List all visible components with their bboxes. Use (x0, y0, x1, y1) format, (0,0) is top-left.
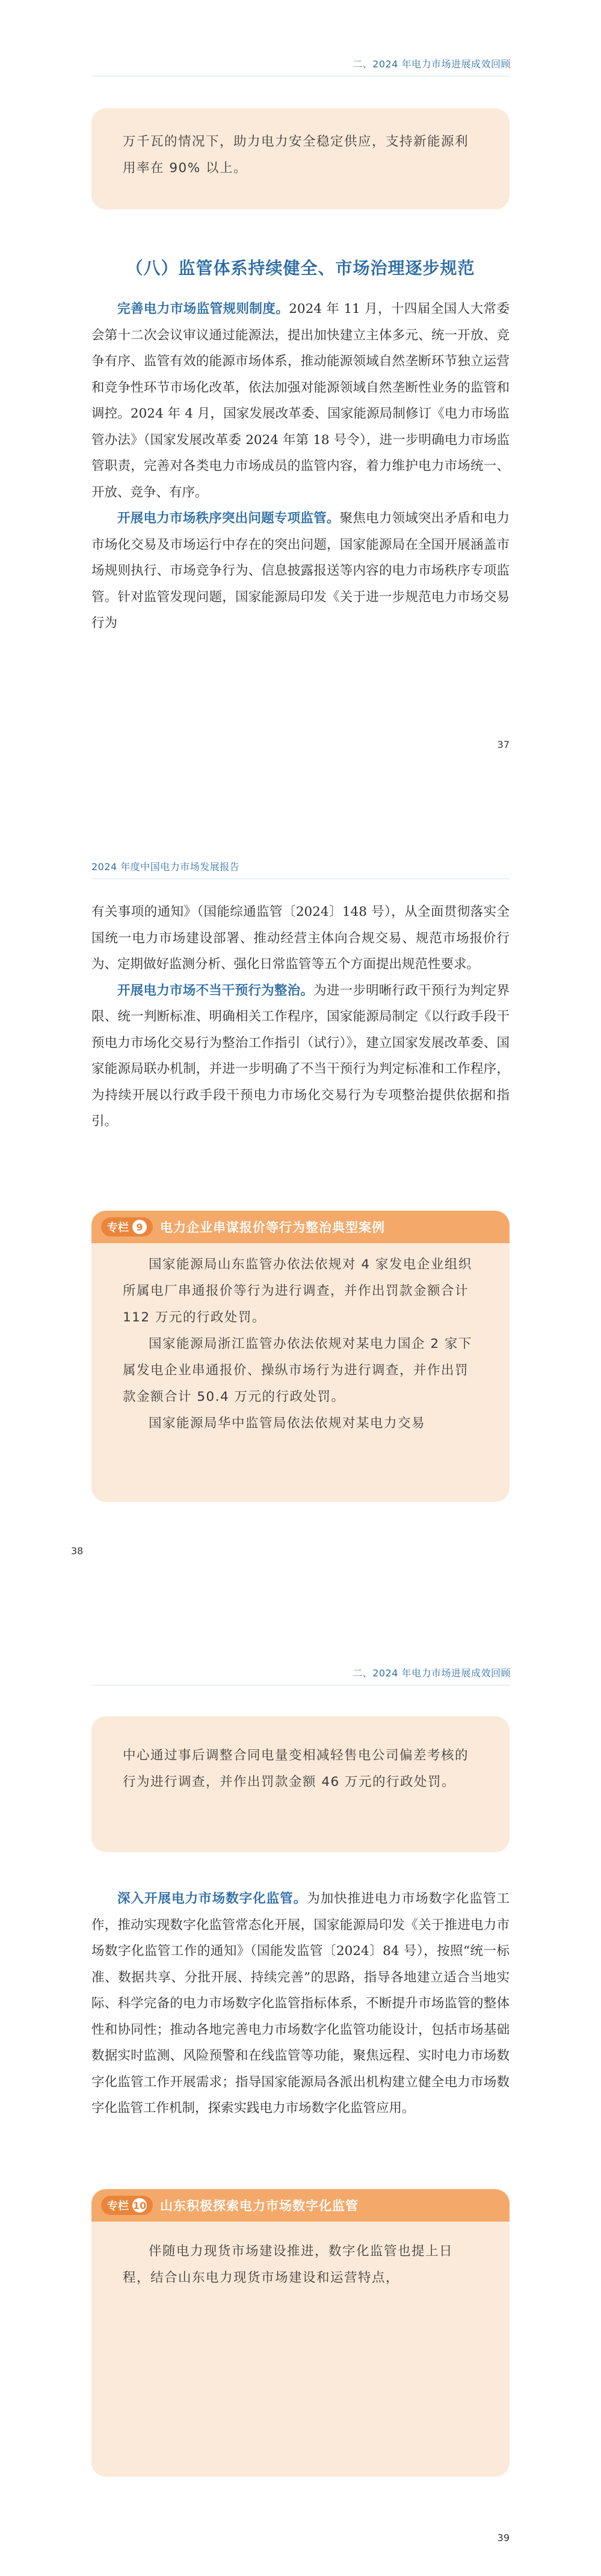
sidebar-box (91, 2189, 510, 2477)
callout-box (91, 1716, 510, 1852)
badge-number: 10 (132, 2198, 147, 2213)
callout-text: 中心通过事后调整合同电量变相减轻售电公司偏差考核的行为进行调查，并作出罚款金额 46 万元的行政处罚。 (123, 1748, 469, 1790)
paragraph (91, 978, 510, 1135)
box-paragraph: 国家能源局浙江监管办依法依规对某电力国企 2 家下属发电企业串通报价、操纵市场行为进行调查，并作出罚款金额合计 50.4 万元的行政处罚。 (123, 1336, 472, 1404)
body-text (91, 296, 510, 637)
running-header: 二、2024 年电力市场进展成效回顾 (353, 58, 511, 70)
box-header (91, 2189, 510, 2222)
paragraph (91, 899, 510, 978)
paragraph-body: 有关事项的通知》（国能综通监管〔2024〕148 号），从全面贯彻落实全国统一电力市场建设部署、推动经营主体向合规交易、规范市场报价行为、定期做好监测分析、强化日常监管等五个方面提出规范性要求。 (91, 904, 510, 972)
section-title: （八）监管体系持续健全、市场治理逐步规范 (126, 258, 475, 278)
paragraph (91, 505, 510, 637)
box-title: 电力企业串谋报价等行为整治典型案例 (160, 1220, 385, 1235)
box-body (91, 1243, 510, 1449)
box-badge (101, 1217, 153, 1237)
paragraph-body: 聚焦电力领域突出矛盾和电力市场化交易及市场运行中存在的突出问题，国家能源局在全国开展涵盖市场规则执行、市场竞争行为、信息披露报送等内容的电力市场秩序专项监管。针对监管发现问题，国家能源局印发《关于进一步规范电力市场交易行为 (91, 511, 510, 631)
badge-number: 9 (132, 1220, 147, 1234)
body-text (91, 1886, 510, 2122)
badge-label: 专栏 (107, 2200, 129, 2213)
box-paragraph: 伴随电力现货市场建设推进，数字化监管也提上日程，结合山东电力现货市场建设和运营特点， (123, 2244, 454, 2285)
paragraph-lead: 深入开展电力市场数字化监管。 (117, 1891, 307, 1906)
running-header: 二、2024 年电力市场进展成效回顾 (353, 1667, 511, 1679)
paragraph (91, 1886, 510, 2122)
box-badge (101, 2196, 153, 2215)
paragraph (91, 296, 510, 505)
paragraph-lead: 完善电力市场监管规则制度。 (117, 301, 289, 317)
sidebar-box (91, 1211, 510, 1502)
page-number: 37 (497, 739, 510, 750)
box-body (91, 2222, 510, 2303)
box-paragraph: 国家能源局华中监管局依法依规对某电力交易 (149, 1416, 426, 1431)
running-header: 2024 年度中国电力市场发展报告 (91, 861, 240, 873)
box-header (91, 1211, 510, 1243)
page-number: 39 (497, 2532, 510, 2544)
paragraph-body: 为加快推进电力市场数字化监管工作，推动实现数字化监管常态化开展，国家能源局印发《关于推进电力市场数字化监管工作的通知》（国能发监管〔2024〕84 号），按照“统一标准、数据共享、分批开展、持续完善”的思路，指导各地建立适合当地实际、科学完备的电力市场数字化监管指标体系，不断提升市场监管的整体性和协同性；推动各地完善电力市场数字化监管功能设计，包括市场基础数据实时监测、风险预警和在线监管等功能，聚焦远程、实时电力市场数字化监管工作开展需求；指导国家能源局各派出机构建立健全电力市场数字化监管工作机制，探索实践电力市场数字化监管应用。 (91, 1891, 510, 2116)
paragraph-lead: 开展电力市场秩序突出问题专项监管。 (117, 511, 340, 526)
paragraph-body: 2024 年 11 月，十四届全国人大常委会第十二次会议审议通过能源法，提出加快建立主体多元、统一开放、竞争有序、监管有效的能源市场体系，推动能源领域自然垄断环节独立运营和竞争性环节市场化改革，依法加强对能源领域自然垄断性业务的监管和调控。2024 年 4 月，国家发展改革委、国家能源局制修订《电力市场监管办法》（国家发展改革委 2024 年第 18 号令），进一步明确电力市场监管职责，完善对各类电力市场成员的监管内容，着力维护电力市场统一、开放、竞争、有序。 (91, 301, 510, 500)
box-paragraph: 国家能源局山东监管办依法依规对 4 家发电企业组织所属电厂串通报价等行为进行调查，并作出罚款金额合计 112 万元的行政处罚。 (123, 1257, 472, 1325)
paragraph-lead: 开展电力市场不当干预行为整治。 (117, 983, 314, 998)
paragraph-body: 为进一步明晰行政干预行为判定界限、统一判断标准、明确相关工作程序，国家能源局制定《以行政手段干预电力市场化交易行为整治工作指引（试行）》，建立国家发展改革委、国家能源局联办机制，并进一步明确了不当干预行为判定标准和工作程序，为持续开展以行政手段干预电力市场化交易行为专项整治提供依据和指引。 (91, 983, 510, 1129)
badge-label: 专栏 (107, 1222, 129, 1234)
callout-text: 万千瓦的情况下，助力电力安全稳定供应，支持新能源利用率在 90% 以上。 (123, 134, 469, 176)
callout-box (91, 108, 510, 209)
page-number: 38 (71, 1545, 84, 1557)
box-title: 山东积极探索电力市场数字化监管 (160, 2199, 359, 2213)
body-text (91, 899, 510, 1135)
